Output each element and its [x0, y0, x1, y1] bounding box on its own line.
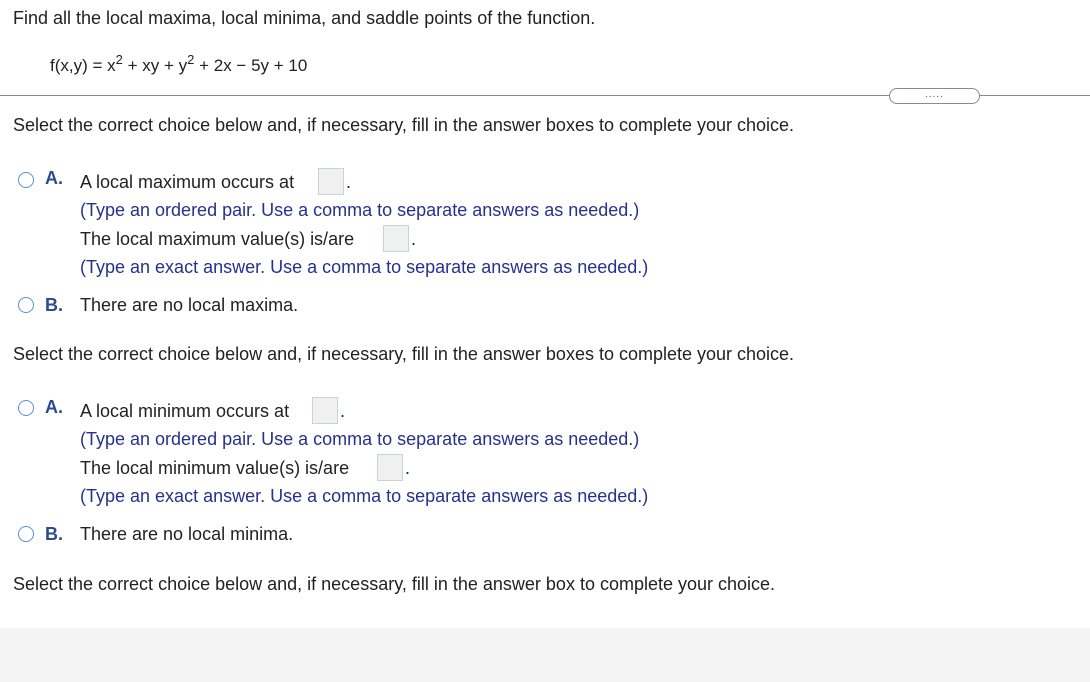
instruction-maxima: Select the correct choice below and, if necessary, fill in the answer boxes to complete your choice. [13, 115, 795, 135]
function-formula [50, 52, 308, 76]
radio-maxima-a[interactable] [18, 172, 34, 188]
radio-minima-a[interactable] [18, 400, 34, 416]
hint-exact-answer: (Type an exact answer. Use a comma to separate answers as needed.) [80, 486, 649, 506]
choice-letter-maxima-b: B. [45, 295, 63, 315]
footer-panel [0, 628, 1090, 682]
formula-exponent-y: 2 [187, 52, 195, 67]
formula-rhs: + 2x − 5y + 10 [194, 56, 308, 75]
period: . [405, 458, 411, 478]
question-text: Find all the local maxima, local minima, and saddle points of the function. [13, 8, 596, 28]
choice-letter-maxima-a: A. [45, 168, 63, 188]
formula-exponent-x: 2 [115, 52, 123, 67]
answer-box-max-point[interactable] [318, 168, 344, 195]
choice-letter-minima-a: A. [45, 397, 63, 417]
answer-box-max-value[interactable] [383, 225, 409, 252]
choice-maxima-a-line2: The local maximum value(s) is/are [80, 229, 355, 249]
choice-maxima-a-line1: A local maximum occurs at [80, 172, 295, 192]
answer-box-min-value[interactable] [377, 454, 403, 481]
period: . [411, 229, 417, 249]
radio-minima-b[interactable] [18, 526, 34, 542]
choice-minima-a-line1: A local minimum occurs at [80, 401, 290, 421]
hint-ordered-pair: (Type an ordered pair. Use a comma to separate answers as needed.) [80, 429, 640, 449]
period: . [346, 172, 352, 192]
hint-exact-answer: (Type an exact answer. Use a comma to separate answers as needed.) [80, 257, 649, 277]
hint-ordered-pair: (Type an ordered pair. Use a comma to separate answers as needed.) [80, 200, 640, 220]
answer-box-min-point[interactable] [312, 397, 338, 424]
formula-lhs: f(x,y) = x [50, 56, 116, 75]
choice-maxima-b-text: There are no local maxima. [80, 295, 299, 315]
formula-mid: + xy + y [122, 56, 188, 75]
choice-minima-b-text: There are no local minima. [80, 524, 294, 544]
more-button[interactable]: ..... [889, 88, 980, 104]
radio-maxima-b[interactable] [18, 297, 34, 313]
instruction-minima: Select the correct choice below and, if necessary, fill in the answer boxes to complete your choice. [13, 344, 795, 364]
instruction-saddle: Select the correct choice below and, if necessary, fill in the answer box to complete your choice. [13, 574, 776, 594]
period: . [340, 401, 346, 421]
choice-letter-minima-b: B. [45, 524, 63, 544]
choice-minima-a-line2: The local minimum value(s) is/are [80, 458, 350, 478]
